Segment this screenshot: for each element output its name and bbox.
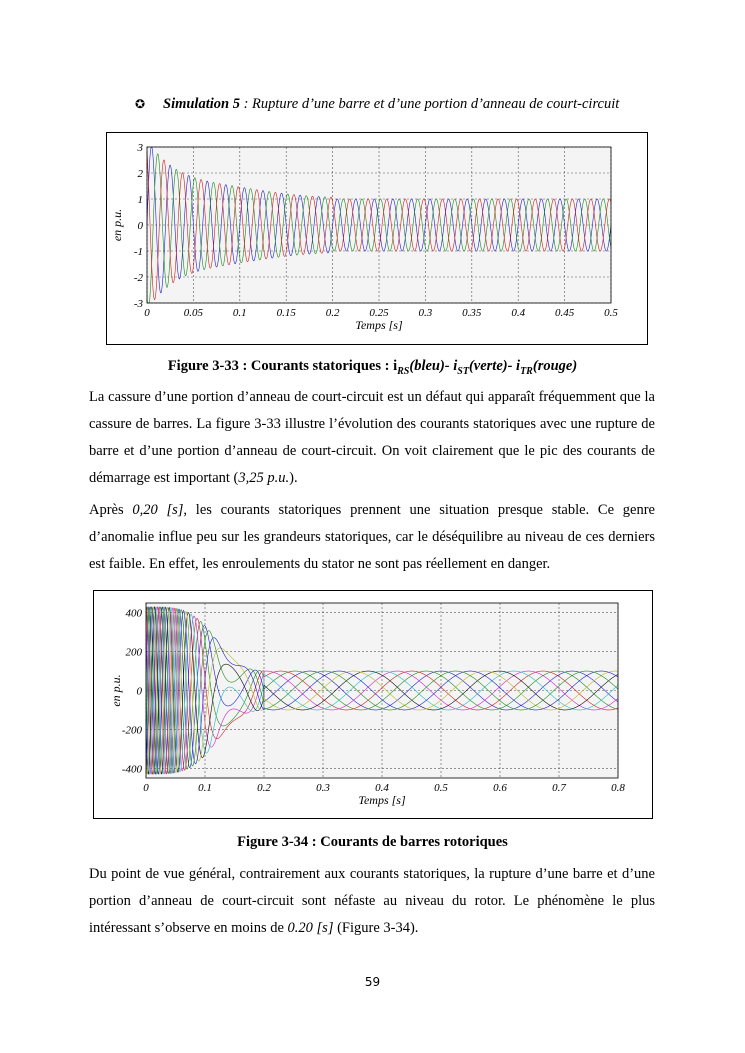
rotor-bar-currents-chart bbox=[94, 591, 652, 818]
x-axis-label: Temps [s] bbox=[358, 793, 406, 807]
y-tick-label: -400 bbox=[121, 763, 142, 776]
y-tick-label: -200 bbox=[121, 724, 142, 737]
caption-sub: ST bbox=[457, 365, 469, 377]
x-tick-label: 0.05 bbox=[183, 307, 204, 319]
section-heading bbox=[135, 96, 655, 113]
x-tick-label: 0.2 bbox=[325, 307, 340, 319]
bullet-icon: ✪ bbox=[135, 97, 146, 111]
x-tick-label: 0.5 bbox=[434, 782, 448, 794]
paragraph-text: La cassure d’une portion d’anneau de court-circuit est un défaut qui apparaît fréquemment que la cassure de barres. La figure 3-33 illustre l’évolution des courants statoriques avec une rupture de barre et d’une portion d’anneau de court-circuit. On voit clairement que le pic des courants de démarrage est important ( bbox=[89, 389, 655, 486]
caption-sub: RS bbox=[397, 365, 410, 377]
caption-text: (rouge) bbox=[532, 358, 578, 374]
figure-3-33-caption bbox=[0, 358, 745, 377]
y-tick-label: 0 bbox=[136, 685, 142, 698]
paragraph-1 bbox=[89, 384, 655, 492]
x-tick-label: 0.3 bbox=[418, 307, 433, 319]
y-tick-label: -1 bbox=[133, 246, 143, 258]
x-tick-label: 0.5 bbox=[604, 307, 618, 319]
y-tick-label: -3 bbox=[133, 298, 143, 310]
y-tick-label: 0 bbox=[137, 220, 143, 232]
caption-sub: TR bbox=[520, 365, 533, 377]
y-tick-label: 3 bbox=[137, 142, 143, 154]
paragraph-text: Après bbox=[89, 502, 133, 518]
y-tick-label: 2 bbox=[137, 168, 143, 180]
paragraph-3 bbox=[89, 861, 655, 942]
y-tick-label: 200 bbox=[125, 646, 142, 659]
paragraph-text: (Figure 3-34). bbox=[333, 920, 419, 936]
x-tick-label: 0.7 bbox=[552, 782, 566, 794]
caption-text: (verte)- i bbox=[468, 358, 521, 374]
x-tick-label: 0.4 bbox=[375, 782, 389, 794]
x-tick-label: 0.2 bbox=[257, 782, 271, 794]
paragraph-italic: 0.20 [s] bbox=[287, 920, 334, 936]
y-axis-label: en p.u. bbox=[110, 208, 124, 242]
paragraph-italic: 3,25 p.u. bbox=[238, 470, 290, 486]
x-axis-label: Temps [s] bbox=[355, 318, 403, 332]
y-tick-label: 1 bbox=[137, 194, 143, 206]
heading-title-bold: Simulation 5 bbox=[163, 96, 240, 112]
paragraph-text: , les courants statoriques prennent une situation presque stable. Ce genre d’anomalie influe peu sur les grandeurs statoriques, car le déséquilibre au niveau de ces derniers est faible. En effet, les enroulements du stator ne sont pas réellement en danger. bbox=[89, 502, 655, 572]
x-tick-label: 0.6 bbox=[493, 782, 507, 794]
x-tick-label: 0.35 bbox=[462, 307, 482, 319]
y-tick-label: 400 bbox=[125, 607, 142, 620]
paragraph-text: ). bbox=[289, 470, 298, 486]
page-number: 59 bbox=[364, 975, 381, 989]
x-tick-label: 0.4 bbox=[511, 307, 526, 319]
y-tick-label: -2 bbox=[133, 272, 143, 284]
figure-3-34 bbox=[93, 590, 653, 819]
y-axis-label: en p.u. bbox=[109, 674, 123, 707]
figure-3-33 bbox=[106, 132, 648, 345]
x-tick-label: 0.15 bbox=[276, 307, 296, 319]
x-tick-label: 0.1 bbox=[232, 307, 247, 319]
x-tick-label: 0.45 bbox=[554, 307, 575, 319]
paragraph-italic: 0,20 [s] bbox=[132, 502, 184, 518]
caption-text: (bleu)- i bbox=[409, 358, 458, 374]
paragraph-2 bbox=[89, 497, 655, 578]
stator-currents-chart bbox=[107, 133, 647, 344]
caption-text: Figure 3-33 : Courants statoriques : i bbox=[167, 358, 398, 374]
x-tick-label: 0 bbox=[144, 307, 150, 319]
x-tick-label: 0 bbox=[143, 782, 149, 794]
x-tick-label: 0.3 bbox=[316, 782, 330, 794]
x-tick-label: 0.1 bbox=[198, 782, 212, 794]
x-tick-label: 0.25 bbox=[369, 307, 389, 319]
figure-3-34-caption: Figure 3-34 : Courants de barres rotoriques bbox=[237, 834, 508, 850]
paragraph-text: Du point de vue général, contrairement aux courants statoriques, la rupture d’une barre et d’une portion d’anneau de court-circuit sont néfaste au niveau du rotor. Le phénomène le plus intéressant s’observe en moins de bbox=[89, 866, 655, 936]
x-tick-label: 0.8 bbox=[611, 782, 625, 794]
heading-title-rest: : Rupture d’une barre et d’une portion d’anneau de court-circuit bbox=[239, 96, 620, 112]
